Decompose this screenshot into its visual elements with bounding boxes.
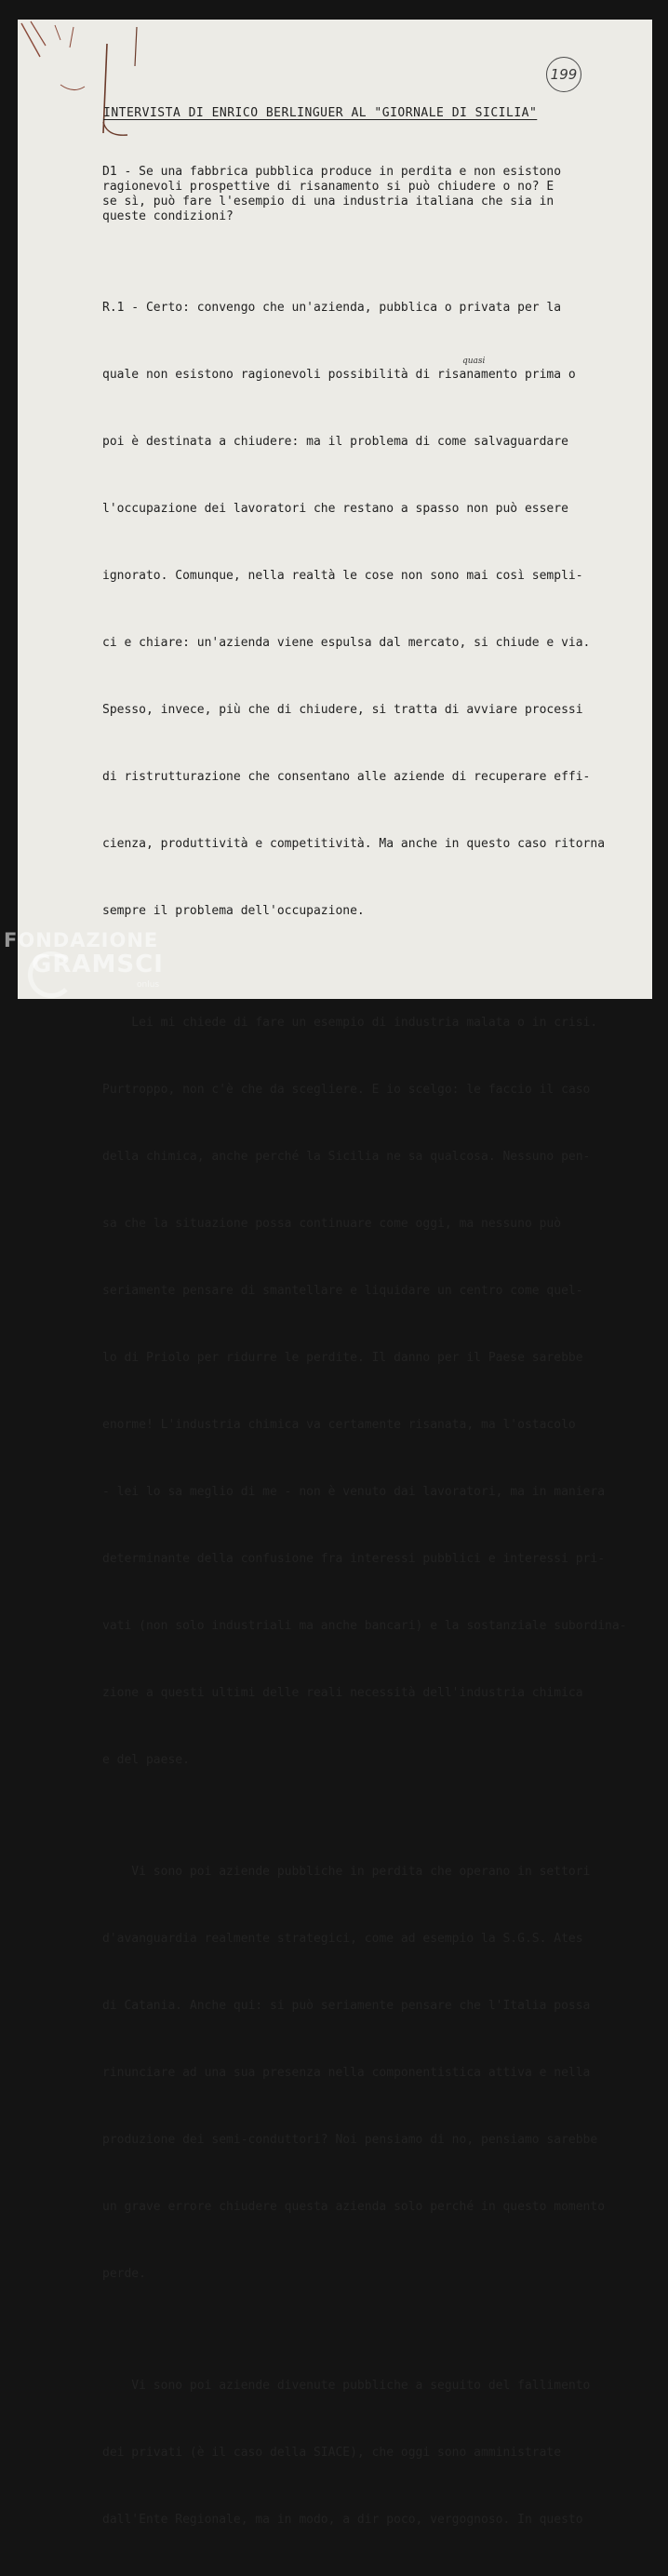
- answer-paragraph: [102, 967, 642, 1816]
- answer-paragraph: [102, 2330, 642, 2576]
- answer-line: seriamente pensare di smantellare e liquidare un centro come quel-: [102, 1284, 583, 1298]
- answer-line: zione a questi ultimi delle reali necessità dell'industria chimica: [102, 1686, 583, 1700]
- answer-line: di Catania. Anche qui: si può seriamente pensare che l'Italia possa: [102, 1999, 591, 2013]
- answer-line: l'occupazione dei lavoratori che restano a spasso non può essere: [102, 502, 568, 516]
- answer-line: Vi sono poi aziende divenute pubbliche a seguito del fallimento: [102, 2379, 591, 2393]
- question-line: ragionevoli prospettive di risanamento si può chiudere o no? E: [102, 180, 554, 194]
- answer-line: dall'Ente Regionale, ma in modo, a dir poco, vergognoso. In questo: [102, 2513, 583, 2527]
- handwritten-corner-marks: [18, 20, 148, 150]
- watermark-line2: GRAMSCI: [32, 951, 164, 978]
- document-title: INTERVISTA DI ENRICO BERLINGUER AL "GIORNALE DI SICILIA": [103, 106, 538, 120]
- question-block: [102, 165, 586, 224]
- answer-line: e del paese.: [102, 1753, 190, 1767]
- answer-line: poi è destinata a chiudere: ma il problema di come salvaguardare: [102, 435, 568, 449]
- answer-line: Purtroppo, non c'è che da scegliere. E io scelgo: le faccio il caso: [102, 1083, 591, 1097]
- answer-line: un grave errore chiudere questa azienda solo perché in questo momento: [102, 2200, 606, 2214]
- answer-line: ignorato. Comunque, nella realtà le cose non sono mai così sempli-: [102, 569, 583, 583]
- answer-line: della chimica, anche perché la Sicilia ne sa qualcosa. Nessuno pen-: [102, 1150, 591, 1164]
- question-line: D1 - Se una fabbrica pubblica produce in perdita e non esistono: [102, 165, 562, 179]
- answer-line: vati (non solo industriali ma anche bancari) e la sostanziale subordina-: [102, 1619, 627, 1633]
- answer-line: produzione dei semi-conduttori? Noi pensiamo di no, pensiamo sarebbe: [102, 2133, 598, 2147]
- answer-line: lo di Priolo per ridurre le perdite. Il danno per il Paese sarebbe: [102, 1351, 583, 1365]
- watermark-line1: FONDAZIONE: [4, 929, 159, 951]
- answer-line: determinante della confusione fra interessi pubblici e interessi pri-: [102, 1552, 606, 1566]
- answer-line: Vi sono poi aziende pubbliche in perdita che operano in settori: [102, 1865, 591, 1879]
- answer-line: di ristrutturazione che consentano alle aziende di recuperare effi-: [102, 770, 591, 784]
- answer-line: dei privati (è il caso della SIACE), che oggi sono amministrate: [102, 2446, 562, 2460]
- answer-line: Spesso, invece, più che di chiudere, si tratta di avviare processi: [102, 703, 583, 717]
- answer-line: - lei lo sa meglio di me - non è venuto dai lavoratori, ma in maniera: [102, 1485, 606, 1499]
- answer-line: perde.: [102, 2267, 146, 2281]
- watermark-logo-icon: [28, 951, 74, 998]
- answer-line: cienza, produttività e competitività. Ma anche in questo caso ritorna: [102, 837, 606, 851]
- handwritten-insertion: quasi: [462, 357, 486, 366]
- answer-line: d'avanguardia realmente strategici, come ad esempio la S.G.S. Ates: [102, 1932, 583, 1946]
- answer-line: enorme! L'industria chimica va certamente risanata, ma l'ostacolo: [102, 1418, 576, 1432]
- answer-paragraph: [102, 1816, 642, 2330]
- answer-line: ci e chiare: un'azienda viene espulsa dal mercato, si chiude e via.: [102, 636, 591, 650]
- answer-line: R.1 - Certo: convengo che un'azienda, pubblica o privata per la: [102, 301, 562, 315]
- answer-line: quale non esistono ragionevoli possibilità di risanamento prima o: [102, 368, 576, 382]
- question-line: se sì, può fare l'esempio di una industria italiana che sia in: [102, 195, 554, 209]
- answer-line: rinunciare ad una sua presenza nella componentistica attiva e nella: [102, 2066, 591, 2080]
- question-line: queste condizioni?: [102, 209, 234, 223]
- document-page: [18, 20, 652, 2527]
- watermark-line3: onlus: [137, 980, 160, 990]
- page-number-stamp: 199: [546, 57, 581, 92]
- archive-watermark: [4, 929, 164, 990]
- answer-body: [102, 252, 642, 2576]
- answer-line: sa che la situazione possa continuare come oggi, ma nessuno può: [102, 1217, 562, 1231]
- answer-line: Lei mi chiede di fare un esempio di industria malata o in crisi.: [102, 1016, 598, 1030]
- answer-paragraph: [102, 252, 642, 967]
- answer-line: sempre il problema dell'occupazione.: [102, 904, 365, 918]
